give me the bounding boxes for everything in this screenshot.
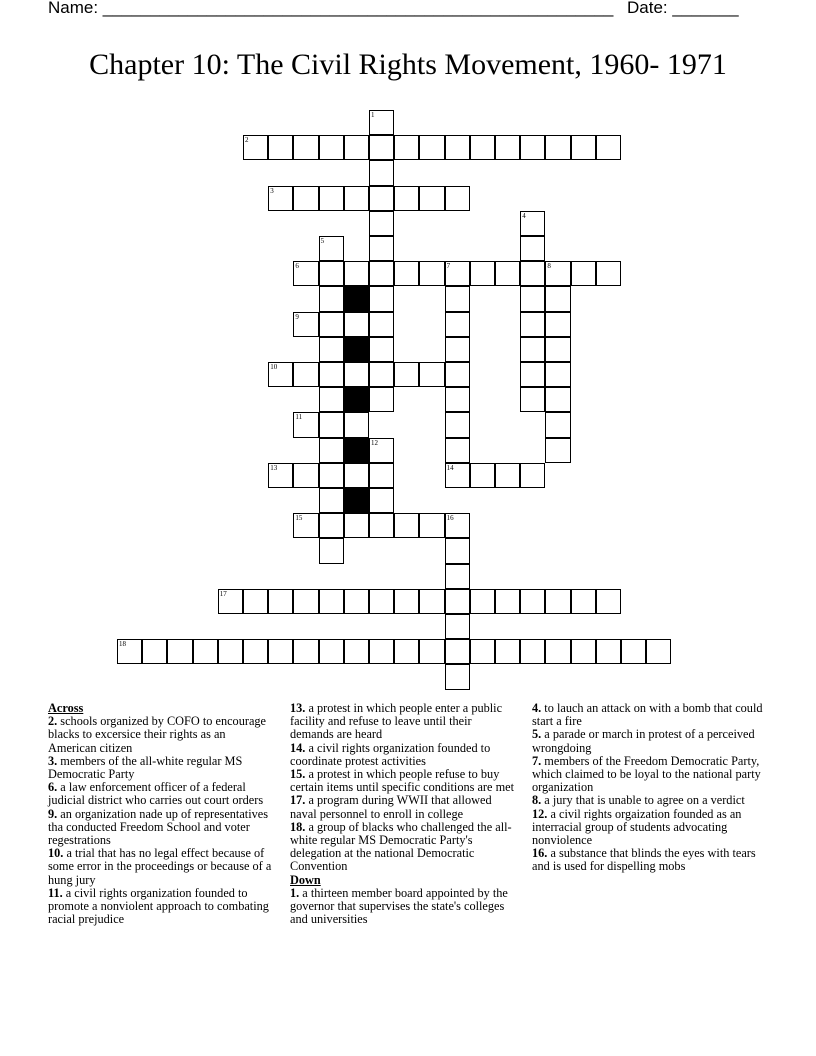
grid-cell[interactable] — [571, 135, 596, 160]
grid-cell[interactable] — [394, 186, 419, 211]
grid-cell[interactable] — [268, 135, 293, 160]
grid-cell[interactable] — [520, 135, 545, 160]
grid-cell[interactable] — [293, 312, 318, 337]
grid-cell[interactable] — [319, 261, 344, 286]
grid-cell[interactable] — [445, 463, 470, 488]
grid-cell[interactable] — [596, 135, 621, 160]
clue-number: 2 — [245, 136, 249, 145]
grid-cell[interactable] — [319, 337, 344, 362]
grid-cell[interactable] — [243, 135, 268, 160]
grid-cell[interactable] — [369, 438, 394, 463]
grid-cell[interactable] — [167, 639, 192, 664]
grid-cell[interactable] — [545, 412, 570, 437]
grid-cell[interactable] — [596, 639, 621, 664]
grid-cell[interactable] — [344, 186, 369, 211]
page-title: Chapter 10: The Civil Rights Movement, 1960- 1971 — [89, 48, 727, 81]
name-label: Name: — [48, 0, 103, 17]
grid-cell[interactable] — [445, 664, 470, 689]
grid-cell[interactable] — [394, 261, 419, 286]
grid-cell[interactable] — [268, 362, 293, 387]
clue-number: 3 — [270, 186, 274, 195]
grid-cell[interactable] — [369, 186, 394, 211]
grid-cell[interactable] — [419, 261, 444, 286]
grid-cell[interactable] — [319, 236, 344, 261]
clue-item-number: 10. — [48, 846, 64, 861]
grid-cell[interactable] — [319, 312, 344, 337]
grid-cell[interactable] — [394, 135, 419, 160]
grid-cell[interactable] — [470, 261, 495, 286]
grid-cell[interactable] — [394, 513, 419, 538]
clue-number: 7 — [446, 262, 451, 271]
grid-cell[interactable] — [369, 387, 394, 412]
clue-item-number: 1. — [290, 885, 300, 900]
clue-item-number: 12. — [532, 806, 548, 821]
grid-cell[interactable] — [419, 513, 444, 538]
grid-cell[interactable] — [142, 639, 167, 664]
grid-cell[interactable] — [369, 261, 394, 286]
clue-item — [290, 794, 518, 820]
grid-cell[interactable] — [394, 362, 419, 387]
shaded-cell — [344, 286, 369, 311]
grid-cell[interactable] — [319, 387, 344, 412]
grid-cell[interactable] — [470, 589, 495, 614]
grid-cell[interactable] — [293, 362, 318, 387]
grid-cell[interactable] — [419, 639, 444, 664]
clue-item-number: 9. — [48, 806, 58, 821]
grid-cell[interactable] — [445, 538, 470, 563]
clue-number: 11 — [295, 413, 303, 422]
grid-cell[interactable] — [545, 387, 570, 412]
grid-cell[interactable] — [369, 110, 394, 135]
clue-item-number: 2. — [48, 714, 58, 729]
grid-cell[interactable] — [268, 463, 293, 488]
clue-item — [290, 702, 518, 742]
across-clue-list-b — [290, 702, 518, 874]
grid-cell[interactable] — [419, 135, 444, 160]
grid-cell[interactable] — [243, 589, 268, 614]
grid-cell[interactable] — [545, 362, 570, 387]
across-heading: Across — [48, 701, 84, 715]
grid-cell[interactable] — [369, 362, 394, 387]
grid-cell[interactable] — [369, 211, 394, 236]
clue-number: 9 — [295, 312, 299, 321]
clue-item — [290, 768, 518, 794]
clues-column-3 — [532, 702, 764, 874]
grid-cell[interactable] — [319, 362, 344, 387]
grid-cell[interactable] — [445, 135, 470, 160]
clue-item-number: 3. — [48, 753, 58, 768]
grid-cell[interactable] — [319, 186, 344, 211]
down-clue-list-a — [290, 887, 518, 927]
grid-cell[interactable] — [571, 261, 596, 286]
grid-cell[interactable] — [520, 337, 545, 362]
clue-item-number: 17. — [290, 793, 306, 808]
grid-cell[interactable] — [571, 639, 596, 664]
grid-cell[interactable] — [369, 286, 394, 311]
clue-item-number: 11. — [48, 885, 63, 900]
grid-cell[interactable] — [445, 312, 470, 337]
clue-number: 16 — [446, 514, 454, 523]
clue-item-text: members of the all-white regular MS Democratic Party — [48, 753, 243, 782]
grid-cell[interactable] — [193, 639, 218, 664]
grid-cell[interactable] — [344, 639, 369, 664]
clue-number: 5 — [320, 237, 325, 245]
grid-cell[interactable] — [344, 463, 369, 488]
grid-cell[interactable] — [445, 387, 470, 412]
clue-item-number: 18. — [290, 819, 306, 834]
down-heading: Down — [290, 872, 321, 887]
clue-item-number: 4. — [532, 701, 542, 715]
grid-cell[interactable] — [319, 589, 344, 614]
clue-number: 14 — [446, 463, 454, 472]
grid-cell[interactable] — [470, 639, 495, 664]
date-label: Date: — [627, 0, 673, 17]
clue-number: 8 — [547, 262, 551, 271]
clue-item-text: a civil rights orgaization founded as an interracial group of students advocating nonviolence — [532, 806, 742, 848]
grid-cell[interactable] — [445, 261, 470, 286]
grid-cell[interactable] — [445, 513, 470, 538]
grid-cell[interactable] — [319, 438, 344, 463]
clue-item-text: an organization nade up of representatives tha conducted Freedom School and voter regestrations — [48, 806, 269, 848]
grid-cell[interactable] — [117, 639, 142, 664]
grid-cell[interactable] — [520, 387, 545, 412]
grid-cell[interactable] — [445, 589, 470, 614]
clue-number: 17 — [219, 589, 227, 598]
grid-cell[interactable] — [268, 589, 293, 614]
clue-item — [48, 781, 273, 807]
grid-cell[interactable] — [319, 488, 344, 513]
grid-cell[interactable] — [545, 337, 570, 362]
grid-cell[interactable] — [293, 412, 318, 437]
clue-item — [290, 821, 518, 874]
grid-cell[interactable] — [218, 639, 243, 664]
clue-item-text: a protest in which people refuse to buy certain items until specific conditions are met — [290, 767, 515, 795]
clue-item-number: 16. — [532, 846, 548, 861]
grid-cell[interactable] — [445, 286, 470, 311]
grid-cell[interactable] — [344, 135, 369, 160]
clue-item-number: 6. — [48, 780, 58, 795]
grid-cell[interactable] — [596, 261, 621, 286]
grid-cell[interactable] — [621, 639, 646, 664]
grid-cell[interactable] — [344, 513, 369, 538]
clue-item-number: 8. — [532, 793, 542, 808]
grid-cell[interactable] — [369, 236, 394, 261]
shaded-cell — [344, 337, 369, 362]
grid-cell[interactable] — [268, 639, 293, 664]
grid-cell[interactable] — [319, 463, 344, 488]
grid-cell[interactable] — [419, 362, 444, 387]
grid-cell[interactable] — [545, 261, 570, 286]
grid-cell[interactable] — [545, 438, 570, 463]
grid-cell[interactable] — [319, 135, 344, 160]
clue-number: 12 — [371, 438, 378, 447]
grid-cell[interactable] — [445, 412, 470, 437]
clue-item-number: 5. — [532, 727, 542, 742]
clue-item-text: a group of blacks who challenged the all-white regular MS Democratic Party's delegation at the national Democratic Convention — [290, 819, 512, 874]
grid-cell[interactable] — [293, 463, 318, 488]
grid-cell[interactable] — [293, 186, 318, 211]
grid-cell[interactable] — [495, 135, 520, 160]
grid-cell[interactable] — [369, 488, 394, 513]
grid-cell[interactable] — [445, 639, 470, 664]
grid-cell[interactable] — [545, 589, 570, 614]
grid-cell[interactable] — [545, 286, 570, 311]
grid-cell[interactable] — [369, 639, 394, 664]
clue-item — [532, 755, 764, 795]
grid-cell[interactable] — [445, 614, 470, 639]
clue-item — [48, 887, 273, 927]
clue-item-text: to lauch an attack on with a bomb that could start a fire — [532, 701, 763, 729]
grid-cell[interactable] — [520, 362, 545, 387]
name-line: ______________________________________________________ — [102, 0, 614, 17]
clue-number: 6 — [295, 262, 299, 271]
clue-item — [48, 808, 273, 848]
grid-cell[interactable] — [369, 463, 394, 488]
clue-item-text: a civil rights organization founded to coordinate protest activities — [290, 740, 491, 768]
clue-item-text: a trial that has no legal effect because of some error in the proceedings or because of a hung jury — [48, 846, 272, 887]
grid-cell[interactable] — [445, 337, 470, 362]
grid-cell[interactable] — [495, 639, 520, 664]
grid-cell[interactable] — [344, 412, 369, 437]
shaded-cell — [344, 488, 369, 513]
grid-cell[interactable] — [419, 186, 444, 211]
clues-column-1 — [48, 702, 273, 926]
clue-item — [532, 847, 764, 873]
clue-number: 4 — [522, 211, 526, 220]
clue-item — [48, 755, 273, 781]
grid-cell[interactable] — [344, 312, 369, 337]
clue-item-text: members of the Freedom Democratic Party, which claimed to be loyal to the national party organization — [532, 753, 761, 795]
clue-item-number: 15. — [290, 767, 306, 782]
grid-cell[interactable] — [520, 463, 545, 488]
grid-cell[interactable] — [520, 312, 545, 337]
shaded-cell — [344, 438, 369, 463]
grid-cell[interactable] — [419, 589, 444, 614]
clue-item-text: schools organized by COFO to encourage blacks to excersice their rights as an American citizen — [48, 714, 267, 755]
clue-item — [290, 742, 518, 768]
grid-cell[interactable] — [470, 463, 495, 488]
clue-item — [532, 808, 764, 848]
clue-item-text: a thirteen member board appointed by the governor that supervises the state's colleges and universities — [290, 885, 508, 927]
grid-cell[interactable] — [293, 135, 318, 160]
clue-item-text: a civil rights organization founded to promote a nonviolent approach to combating racial prejudice — [48, 885, 269, 927]
clue-item — [48, 715, 273, 755]
grid-cell[interactable] — [495, 261, 520, 286]
grid-cell[interactable] — [394, 589, 419, 614]
grid-cell[interactable] — [646, 639, 671, 664]
grid-cell[interactable] — [545, 135, 570, 160]
grid-cell[interactable] — [445, 362, 470, 387]
grid-cell[interactable] — [218, 589, 243, 614]
clue-item — [532, 702, 764, 728]
grid-cell[interactable] — [445, 564, 470, 589]
clue-item — [290, 887, 518, 927]
clues-column-2 — [290, 702, 518, 926]
grid-cell[interactable] — [319, 286, 344, 311]
clue-number: 15 — [295, 514, 303, 523]
grid-cell[interactable] — [293, 639, 318, 664]
grid-cell[interactable] — [369, 337, 394, 362]
clue-item-text: a program during WWII that allowed naval personnel to enroll in college — [290, 793, 492, 821]
across-clue-list-a — [48, 715, 273, 926]
date-line: _______ — [672, 0, 739, 17]
clue-item-text: a jury that is unable to agree on a verdict — [541, 793, 745, 808]
clue-item-text: a law enforcement officer of a federal judicial district who carries out court orders — [48, 780, 264, 808]
grid-cell[interactable] — [369, 160, 394, 185]
clue-item-text: a substance that blinds the eyes with tears and is used for dispelling mobs — [532, 846, 756, 874]
grid-cell[interactable] — [344, 589, 369, 614]
clue-number: 13 — [270, 463, 278, 472]
clue-item-number: 14. — [290, 740, 306, 755]
grid-cell[interactable] — [344, 261, 369, 286]
grid-cell[interactable] — [369, 513, 394, 538]
grid-cell[interactable] — [520, 589, 545, 614]
grid-cell[interactable] — [319, 639, 344, 664]
grid-cell[interactable] — [470, 135, 495, 160]
grid-cell[interactable] — [495, 589, 520, 614]
grid-cell[interactable] — [369, 135, 394, 160]
down-clue-list-b — [532, 702, 764, 874]
clue-number: 18 — [119, 640, 126, 649]
grid-cell[interactable] — [268, 186, 293, 211]
grid-cell[interactable] — [319, 513, 344, 538]
grid-cell[interactable] — [596, 589, 621, 614]
grid-cell[interactable] — [369, 589, 394, 614]
grid-cell[interactable] — [293, 513, 318, 538]
grid-cell[interactable] — [520, 286, 545, 311]
clue-item — [532, 728, 764, 754]
grid-cell[interactable] — [571, 589, 596, 614]
grid-cell[interactable] — [319, 538, 344, 563]
clue-item-text: a protest in which people enter a public facility and refuse to leave until their demands are heard — [290, 701, 503, 742]
grid-cell[interactable] — [520, 261, 545, 286]
grid-cell[interactable] — [545, 639, 570, 664]
clue-item-number: 7. — [532, 753, 542, 768]
clue-item-text: a parade or march in protest of a perceived wrongdoing — [532, 727, 755, 755]
grid-cell[interactable] — [369, 312, 394, 337]
grid-cell[interactable] — [243, 639, 268, 664]
grid-cell[interactable] — [319, 412, 344, 437]
grid-cell[interactable] — [545, 312, 570, 337]
shaded-cell — [344, 387, 369, 412]
grid-cell[interactable] — [293, 589, 318, 614]
grid-cell[interactable] — [293, 261, 318, 286]
clue-number: 1 — [371, 111, 375, 119]
grid-cell[interactable] — [495, 463, 520, 488]
grid-cell[interactable] — [520, 639, 545, 664]
grid-cell[interactable] — [344, 362, 369, 387]
clue-item-number: 13. — [290, 701, 306, 715]
grid-cell[interactable] — [445, 186, 470, 211]
grid-cell[interactable] — [445, 438, 470, 463]
grid-cell[interactable] — [394, 639, 419, 664]
grid-cell[interactable] — [520, 211, 545, 236]
clue-item — [48, 847, 273, 887]
grid-cell[interactable] — [520, 236, 545, 261]
clue-number: 10 — [270, 363, 278, 371]
